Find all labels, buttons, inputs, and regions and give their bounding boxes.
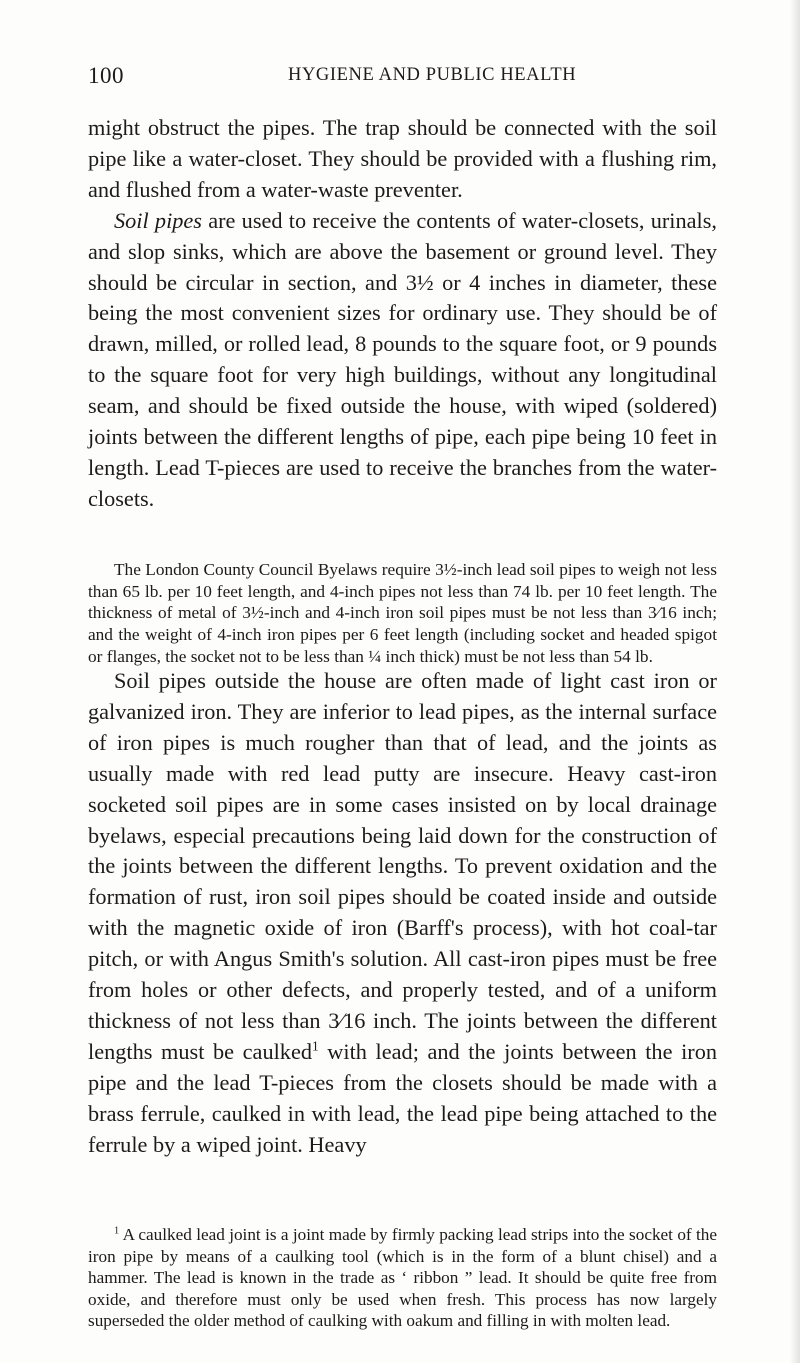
footnote-text: A caulked lead joint is a joint made by firmly packing lead strips into the socket of the iron pipe by means of a caulking tool (which is in the form of a blunt chisel) and a hammer. The lead is known in the trade as ‘ ribbon ” lead. It should be quite free from oxide, and therefore must only be used when fresh. This process has now largely superseded the older method of caulking with oakum and filling in with molten lead. <box>88 1225 717 1331</box>
paragraph-iron-pipes <box>88 666 717 1161</box>
soil-pipes-body: are used to receive the contents of water-closets, urinals, and slop sinks, which are above the basement or ground level. They should be circular in section, and 3½ or 4 inches in diameter, these being the most convenient sizes for ordinary use. They should be of drawn, milled, or rolled lead, 8 pounds to the square foot, or 9 pounds to the square foot for very high buildings, without any longitudinal seam, and should be fixed outside the house, with wiped (soldered) joints between the different lengths of pipe, each pipe being 10 feet in length. Lead T-pieces are used to receive the branches from the water-closets. <box>88 207 717 511</box>
iron-pipes-text-b: with lead; and the joints between the iron pipe and the lead T-pieces from the closets should be made with a brass ferrule, caulked in with lead, the lead pipe being attached to the ferrule by a wiped joint. Heavy <box>88 1038 718 1157</box>
footnote-mark: 1 <box>114 1225 120 1237</box>
running-header <box>88 63 718 93</box>
byelaws-note: The London County Council Byelaws require 3½-inch lead soil pipes to weigh not less than 65 lb. per 10 feet length, and 4-inch pipes not less than 74 lb. per 10 feet length. The thickness of metal of 3½-inch and 4-inch iron soil pipes must be not less than 3⁄16 inch; and the weight of 4-inch iron pipes per 6 feet length (including socket and headed spigot or flanges, the socket not to be less than ¼ inch thick) must be not less than 54 lb. <box>88 560 717 666</box>
soil-pipes-heading: Soil pipes <box>114 207 202 233</box>
main-text-upper <box>88 113 717 515</box>
footnote-reference: 1 <box>312 1038 319 1054</box>
byelaws-note-block <box>88 559 717 668</box>
iron-pipes-text-a: Soil pipes outside the house are often made of light cast iron or galvanized iron. They are inferior to lead pipes, as the internal surface of iron pipes is much rougher than that of lead, and the joints as usually made with red lead putty are insecure. Heavy cast-iron socketed soil pipes are in some cases insisted on by local drainage byelaws, especial precautions being laid down for the construction of the joints between the different lengths. To prevent oxidation and the formation of rust, iron soil pipes should be coated inside and outside with the magnetic oxide of iron (Barff's process), with hot coal-tar pitch, or with Angus Smith's solution. All cast-iron pipes must be free from holes or other defects, and properly tested, and of a uniform thickness of not less than 3⁄16 inch. The joints between the different lengths must be caulked <box>88 668 717 1064</box>
page-number: 100 <box>88 63 124 88</box>
paragraph-soil-pipes <box>88 206 717 515</box>
page-edge-shadow <box>790 0 800 1363</box>
footnote <box>88 1224 717 1332</box>
main-text-lower <box>88 666 717 1161</box>
footnote-block <box>88 1224 717 1332</box>
paragraph-trap-flushing: might obstruct the pipes. The trap should be connected with the soil pipe like a water-closet. They should be provided with a flushing rim, and flushed from a water-waste preventer. <box>88 115 717 202</box>
running-title: HYGIENE AND PUBLIC HEALTH <box>288 65 577 85</box>
